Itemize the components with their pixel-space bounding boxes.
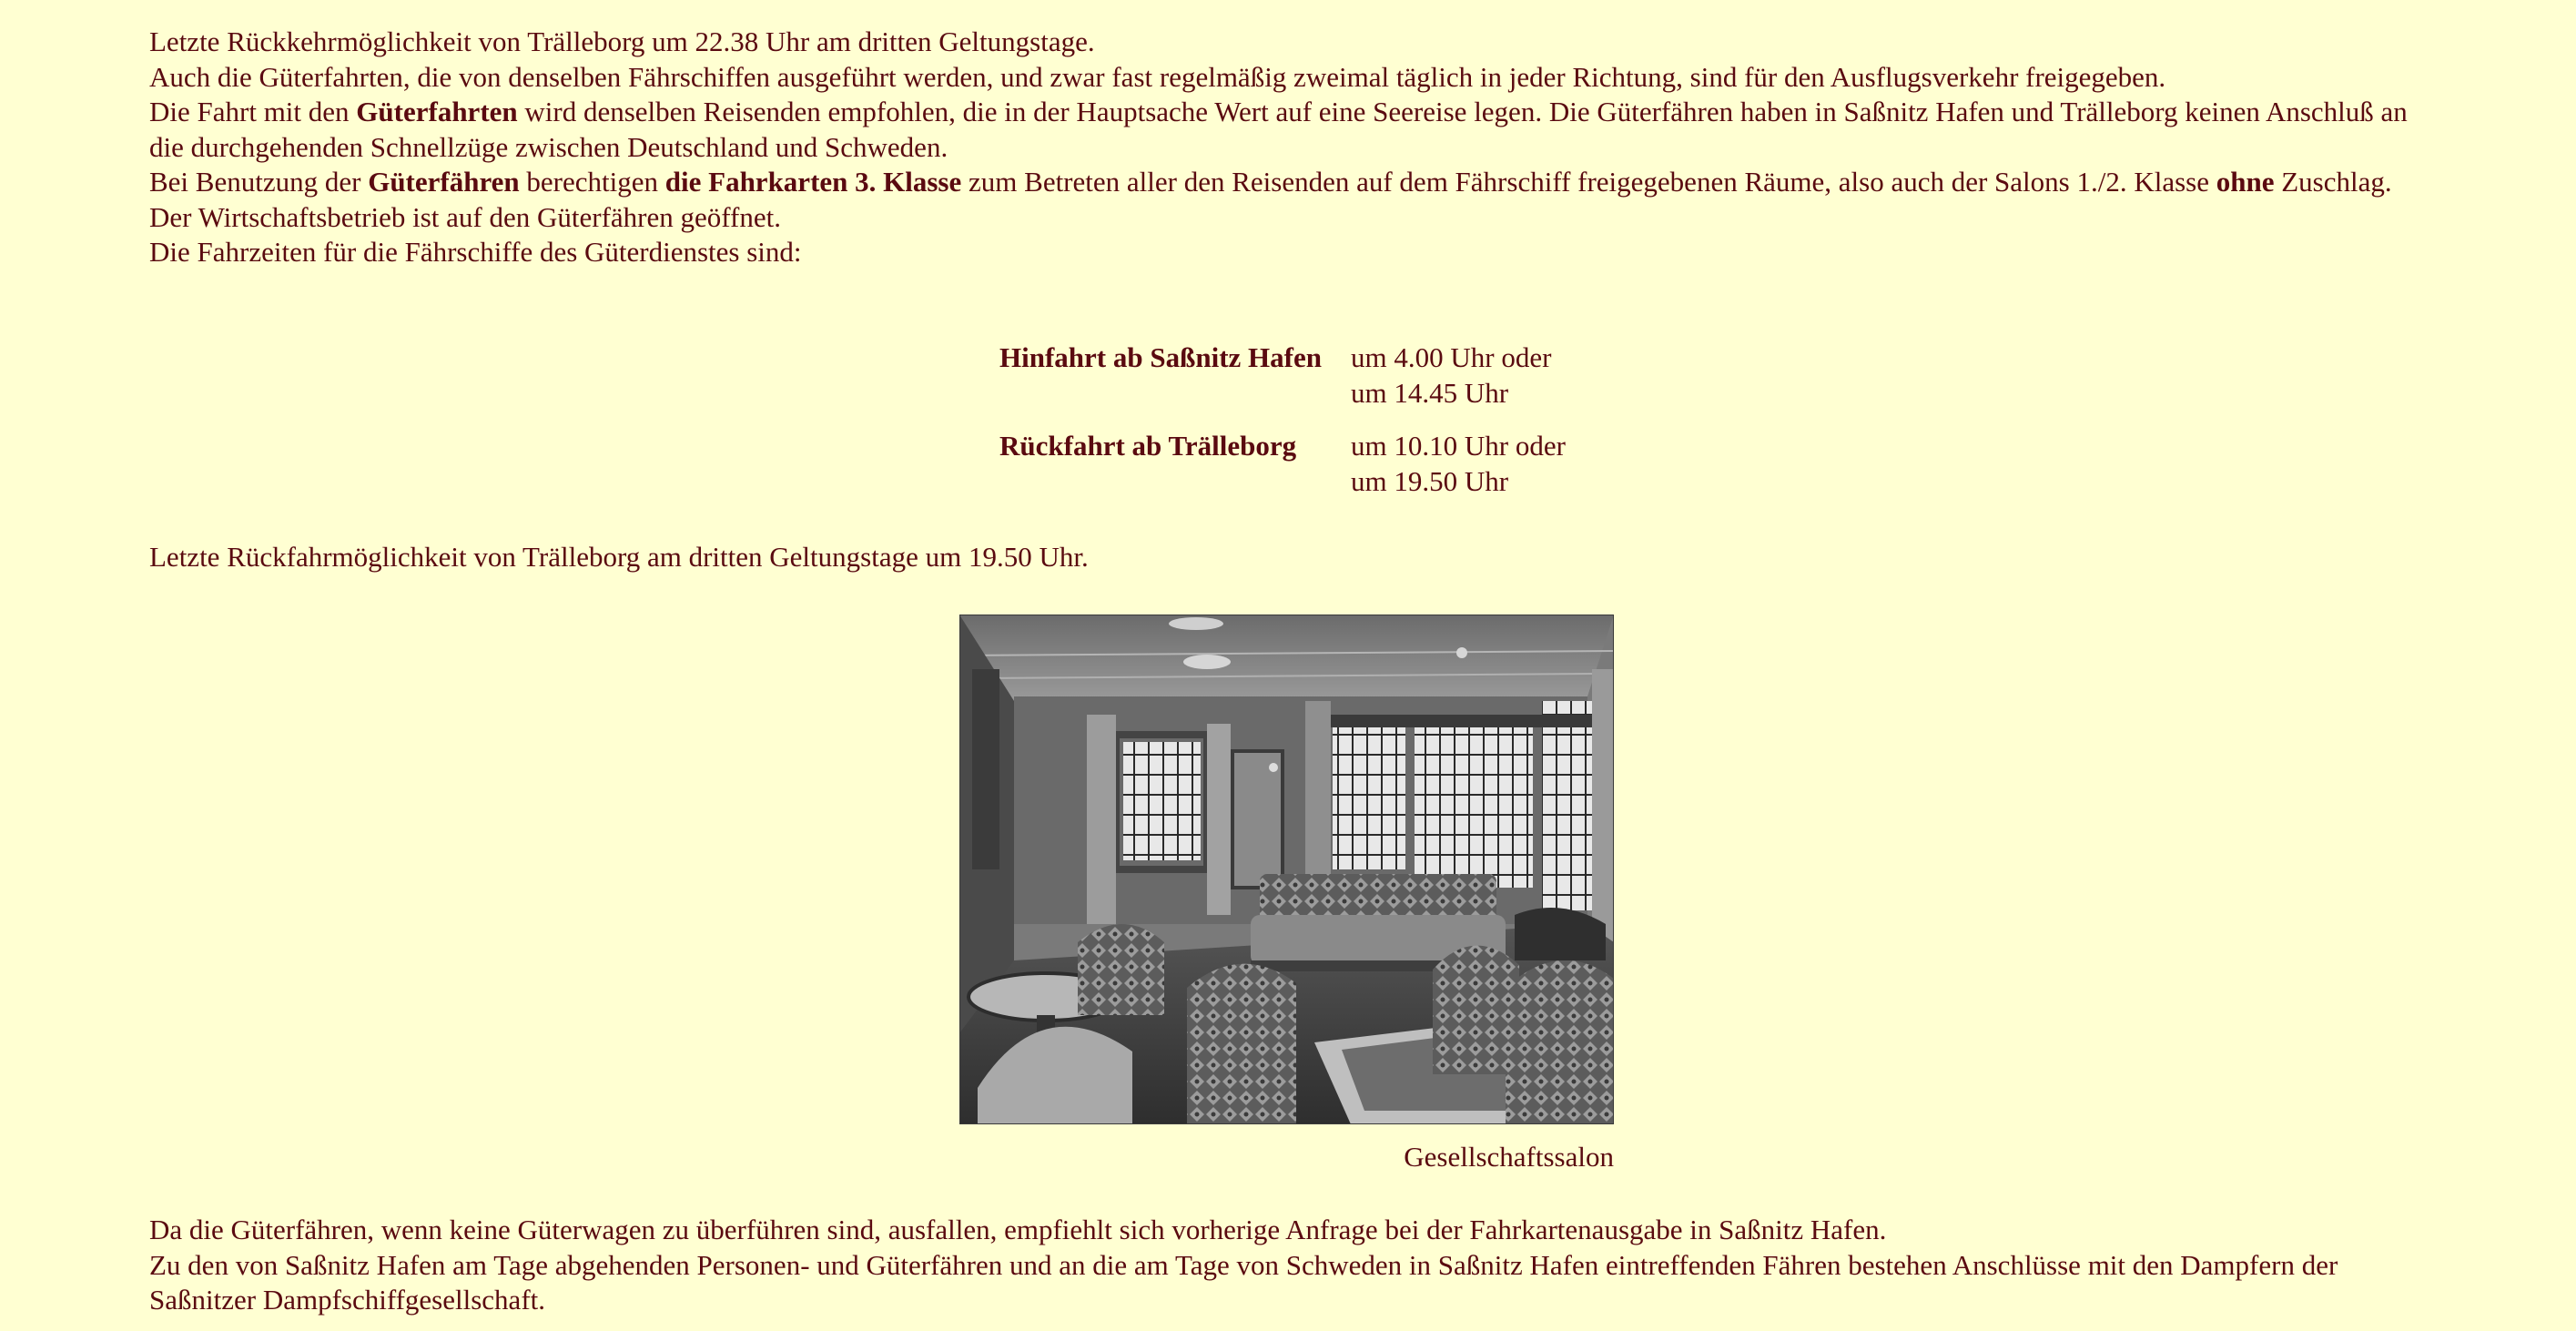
photo-caption: Gesellschaftssalon [1404, 1141, 1614, 1173]
schedule-time: um 19.50 Uhr [1351, 464, 1509, 497]
schedule-row-return [999, 429, 1566, 499]
schedule-time: um 14.45 Uhr [1351, 376, 1509, 409]
paragraph-connections: Zu den von Saßnitz Hafen am Tage abgehenden Personen- und Güterfähren und an die am Tage von Schweden in Saßnitz Hafen eintreffenden Fähren bestehen Anschlüsse mit den Dampfern der Saßnitzer Dampfschiffgesellschaft. [149, 1248, 2338, 1316]
schedule-times [1351, 340, 1551, 411]
schedule-label: Rückfahrt ab Trälleborg [999, 430, 1297, 462]
paragraph-schedule-intro: Die Fahrzeiten für die Fährschiffe des Güterdienstes sind: [149, 236, 802, 268]
schedule-table [999, 340, 1566, 517]
paragraph-inquiry: Da die Güterfähren, wenn keine Güterwagen zu überführen sind, ausfallen, empfiehlt sich vorherige Anfrage bei der Fahrkartenausgabe in Saßnitz Hafen. [149, 1214, 1887, 1245]
intro-text [149, 25, 2443, 270]
paragraph-last-return: Letzte Rückkehrmöglichkeit von Trälleborg um 22.38 Uhr am dritten Geltungstage. [149, 25, 1095, 57]
paragraph-recommendation: Die Fahrt mit den Güterfahrten wird denselben Reisenden empfohlen, die in der Hauptsache Wert auf eine Seereise legen. Die Güterfähren haben in Saßnitz Hafen und Trälleborg keinen Anschluß an die durchgehenden Schnellzüge zwischen Deutschland und Schweden. [149, 96, 2408, 163]
schedule-time: um 4.00 Uhr oder [1351, 341, 1552, 373]
closing-text [149, 1213, 2443, 1318]
paragraph-last-return-freight: Letzte Rückfahrmöglichkeit von Trälleborg am dritten Geltungstage um 19.50 Uhr. [149, 541, 1089, 573]
salon-photo [959, 615, 1614, 1124]
paragraph-tickets: Bei Benutzung der Güterfähren berechtigen die Fahrkarten 3. Klasse zum Betreten aller den Reisenden auf dem Fährschiff freigegebenen Räume, also auch der Salons 1./2. Klasse ohne Zuschlag. [149, 166, 2392, 198]
schedule-row-outbound [999, 340, 1566, 411]
schedule-time: um 10.10 Uhr oder [1351, 430, 1566, 462]
schedule-label: Hinfahrt ab Saßnitz Hafen [999, 341, 1322, 373]
paragraph-restaurant: Der Wirtschaftsbetrieb ist auf den Güterfähren geöffnet. [149, 200, 781, 233]
paragraph-freight-trips: Auch die Güterfahrten, die von denselben Fährschiffen ausgeführt werden, und zwar fast regelmäßig zweimal täglich in jeder Richtung, sind für den Ausflugsverkehr freigegeben. [149, 60, 2166, 93]
schedule-times [1351, 429, 1566, 499]
